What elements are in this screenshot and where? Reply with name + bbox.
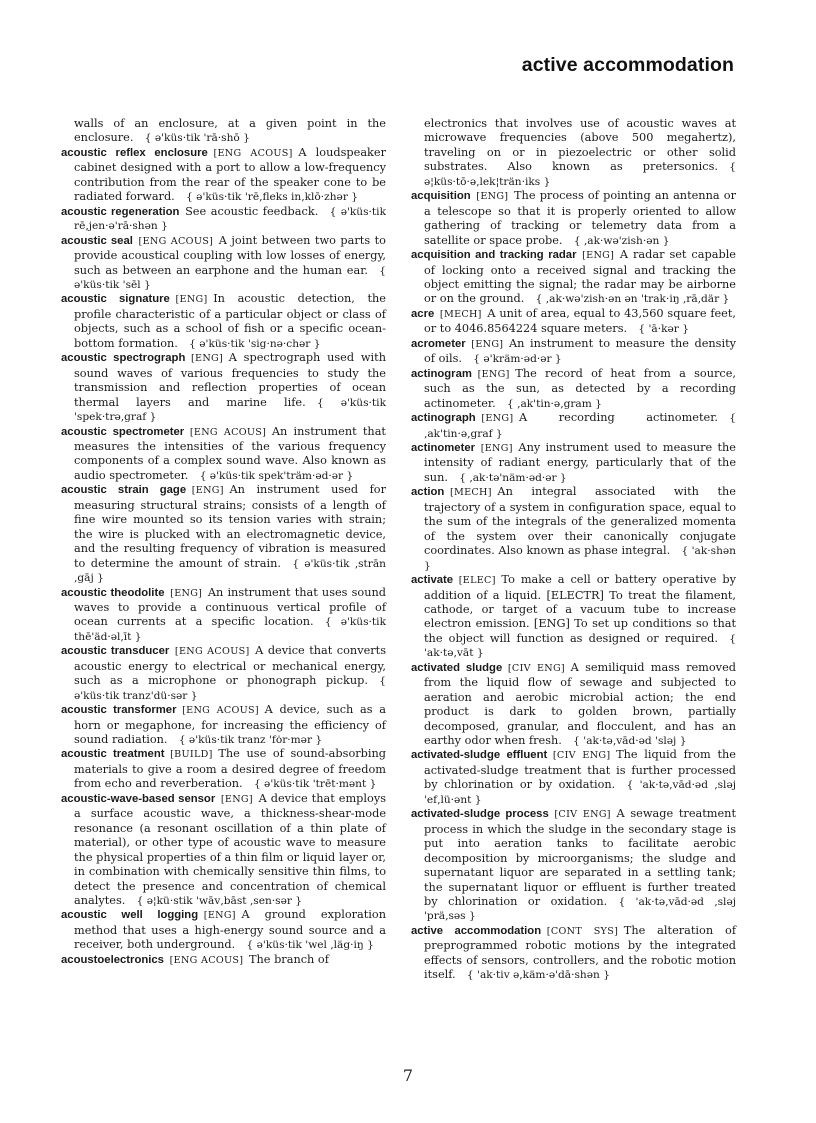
entry-term: activated-sludge effluent bbox=[411, 749, 548, 762]
subject-label: [ENG] bbox=[220, 793, 253, 805]
entry-term: acoustic treatment bbox=[61, 748, 165, 761]
page-number: 7 bbox=[402, 1066, 414, 1085]
entry-term: acoustic reflex enclosure bbox=[61, 146, 208, 159]
definition-text: An integral associated with the trajectory of a system in configuration space, equal to the sum of the integrals of the generalized momenta of the system over their canonically conjugate coordinates. Also known as phase integral. bbox=[424, 485, 736, 558]
dictionary-entry bbox=[411, 307, 736, 337]
pronunciation: { ə'küs·tik 'trēt·mənt } bbox=[253, 778, 377, 791]
subject-label: [ENG] bbox=[191, 353, 224, 365]
pronunciation: { ə'küs·tik ‚strān ‚gāj } bbox=[74, 557, 386, 585]
entry-term: activate bbox=[411, 574, 454, 587]
dictionary-entry bbox=[61, 483, 386, 585]
subject-label: [ENG] bbox=[170, 587, 203, 599]
subject-label: [ENG] bbox=[476, 191, 509, 203]
entry-term: actinograph bbox=[411, 412, 476, 425]
definition-text: A ground exploration method that uses a high-energy sound source and a receiver, both underground. bbox=[74, 908, 386, 952]
dictionary-entry bbox=[61, 747, 386, 791]
entry-term: activated sludge bbox=[411, 661, 503, 674]
pronunciation: { ə'kräm·əd·ər } bbox=[473, 353, 562, 366]
definition-text: A joint between two parts to provide acoustical coupling with low losses of energy, such as between an earphone and the human ear. bbox=[74, 233, 386, 277]
pronunciation: { ə¦kü·stik 'wāv‚bāst ‚sen·sər } bbox=[136, 895, 303, 908]
entry-term: actinometer bbox=[411, 441, 476, 454]
dictionary-entry bbox=[411, 411, 736, 441]
subject-label: [MECH] bbox=[449, 487, 492, 499]
definition-text: A recording actinometer. bbox=[519, 411, 718, 425]
pronunciation: { ‚ak·wə'zish·ən } bbox=[573, 234, 670, 247]
pronunciation: { ə'küs·tik 'wel ‚läg·iŋ } bbox=[246, 939, 374, 952]
definition-text: A device, such as a horn or megaphone, for increasing the efficiency of sound radiation. bbox=[74, 703, 386, 747]
entry-term: acre bbox=[411, 307, 435, 320]
pronunciation: { ə'küs·tik rē‚jen·ə'rā·shən } bbox=[74, 205, 386, 233]
dictionary-entry bbox=[411, 117, 736, 189]
subject-label: [ENG ACOUS] bbox=[174, 646, 250, 658]
dictionary-entry bbox=[61, 953, 386, 968]
definition-text: A device that employs a surface acoustic wave, a thickness-shear-mode resonance (a resonant oscillation of a thin plate of material), or other type of acoustic wave to measure the physical properties of a thin film or liquid layer or, in combination with chemically sensitive thin films, to detect the presence and concentration of chemical analytes. bbox=[74, 791, 386, 908]
dictionary-entry bbox=[411, 441, 736, 485]
dictionary-entry bbox=[411, 748, 736, 807]
subject-label: [ENG] bbox=[175, 294, 208, 306]
entry-term: acoustoelectronics bbox=[61, 953, 164, 966]
dictionary-entry bbox=[61, 908, 386, 952]
pronunciation: { ə'küs·tik tranz 'fȯr·mər } bbox=[178, 734, 323, 747]
subject-label: [ENG] bbox=[477, 368, 510, 380]
dictionary-entry bbox=[411, 337, 736, 367]
pronunciation: { 'ak·tə‚vād·əd 'sləj } bbox=[573, 735, 687, 748]
definition-text: A sewage treatment process in which the sludge in the secondary stage is put into aeration tanks to facilitate aerobic decomposition by microorganisms; the sludge and supernatant liquor are separated in a settling tank; the supernatant liquor or effluent is further treated by chlorination or oxidation. bbox=[424, 807, 736, 909]
definition-text: The alteration of preprogrammed robotic motions by the integrated effects of sensors, controllers, and the robotic motion itself. bbox=[424, 923, 737, 982]
definition-text: An instrument that measures the intensities of the various frequency components of a complex sound wave. Also known as audio spectrometer. bbox=[74, 424, 386, 482]
pronunciation: { ‚ak·tə'näm·əd·ər } bbox=[459, 471, 567, 484]
pronunciation: { 'ak·tiv ə‚käm·ə'dā·shən } bbox=[466, 969, 610, 982]
pronunciation: { ə'küs·tik 'spek·trə‚graf } bbox=[74, 396, 386, 424]
pronunciation: { 'ak·tə‚vād·əd ‚sləj 'prä‚səs } bbox=[424, 896, 736, 923]
entry-term: acquisition bbox=[411, 190, 471, 203]
definition-text: Any instrument used to measure the intensity of radiant energy, particularly that of the sun. bbox=[424, 440, 736, 484]
definition-text: walls of an enclosure, at a given point in the enclosure. bbox=[74, 117, 386, 145]
entry-term: action bbox=[411, 486, 445, 499]
entry-term: acoustic transducer bbox=[61, 645, 170, 658]
entry-term: acoustic strain gage bbox=[61, 484, 187, 497]
dictionary-entry bbox=[61, 425, 386, 484]
subject-label: [ENG ACOUS] bbox=[189, 426, 267, 438]
dictionary-entry bbox=[61, 644, 386, 703]
subject-label: [ELEC] bbox=[458, 575, 496, 587]
dictionary-entry bbox=[411, 661, 736, 749]
definition-text: The branch of bbox=[248, 952, 329, 966]
pronunciation: { ə'küs·tik tranz'dü·sər } bbox=[74, 675, 386, 702]
pronunciation: { ə'küs·tik 'rā·shō } bbox=[144, 132, 250, 145]
definition-text: The use of sound-absorbing materials to give a room a desired degree of freedom from echo and reverberation. bbox=[74, 747, 386, 791]
dictionary-entry bbox=[411, 189, 736, 248]
pronunciation: { ‚ak'tin·ə‚gram } bbox=[506, 397, 602, 410]
definition-text: electronics that involves use of acoustic waves at microwave frequencies (above 500 megahertz), traveling on or in piezoelectric or other solid substrates. Also known as pretersonics. bbox=[424, 117, 736, 174]
entry-term: acrometer bbox=[411, 337, 466, 350]
pronunciation: { 'ak·tə‚vāt } bbox=[424, 632, 736, 660]
definition-text: See acoustic feedback. bbox=[185, 204, 319, 218]
subject-label: [ENG ACOUS] bbox=[213, 147, 293, 159]
subject-label: [BUILD] bbox=[170, 749, 213, 761]
definition-text: An instrument to measure the density of oils. bbox=[424, 336, 736, 366]
dictionary-entry bbox=[61, 146, 386, 205]
subject-label: [ENG] bbox=[582, 250, 615, 262]
dictionary-entry bbox=[411, 367, 736, 411]
subject-label: [ENG] bbox=[480, 442, 513, 454]
entry-term: activated-sludge process bbox=[411, 808, 549, 821]
left-column bbox=[61, 117, 386, 968]
dictionary-entry bbox=[61, 351, 386, 424]
pronunciation: { ə'küs·tik 'sig·nə·chər } bbox=[189, 337, 321, 350]
dictionary-entry bbox=[411, 485, 736, 573]
running-head: active accommodation bbox=[521, 54, 734, 76]
entry-term: acoustic spectrograph bbox=[61, 352, 186, 365]
subject-label: [CIV ENG] bbox=[552, 750, 611, 762]
pronunciation: { ə'küs·tik 'sēl } bbox=[74, 264, 386, 291]
dictionary-entry bbox=[61, 205, 386, 234]
entry-term: active accommodation bbox=[411, 924, 542, 937]
entry-term: actinogram bbox=[411, 367, 472, 380]
definition-text: A radar set capable of locking onto a received signal and tracking the object emitting the signal; the radar may be airborne or on the ground. bbox=[424, 248, 736, 306]
entry-term: acoustic-wave-based sensor bbox=[61, 792, 216, 805]
subject-label: [ENG] bbox=[203, 910, 236, 922]
pronunciation: { ə'küs·tik 'rē‚fleks in‚klō·zhər } bbox=[186, 191, 358, 204]
subject-label: [CONT SYS] bbox=[546, 925, 619, 937]
entry-term: acoustic regeneration bbox=[61, 205, 180, 218]
entry-term: acoustic spectrometer bbox=[61, 425, 185, 438]
dictionary-entry bbox=[61, 703, 386, 747]
dictionary-entry bbox=[61, 792, 386, 909]
definition-text: A unit of area, equal to 43,560 square feet, or to 4046.8564224 square meters. bbox=[424, 306, 736, 336]
pronunciation: { ə'küs·tik spek'träm·əd·ər } bbox=[199, 469, 354, 482]
definition-text: An instrument used for measuring structural strains; consists of a length of fine wire mounted so its tension varies with strain; the wire is plucked with an electromagnetic device, and the resulting frequency of vibration is measured to determine the amount of strain. bbox=[74, 483, 386, 570]
dictionary-entry bbox=[61, 586, 386, 645]
subject-label: [CIV ENG] bbox=[507, 662, 565, 674]
definition-text: A semiliquid mass removed from the liquid flow of sewage and subjected to aeration and aerobic microbial action; the end product is dark to golden brown, partially decomposed, granular, and flocculent, and has an earthy odor when fresh. bbox=[424, 660, 736, 748]
pronunciation: { 'ak·shən } bbox=[424, 545, 736, 572]
subject-label: [CIV ENG] bbox=[554, 809, 611, 821]
pronunciation: { 'ā·kər } bbox=[638, 323, 689, 336]
definition-text: The record of heat from a source, such as the sun, as detected by a recording actinometer. bbox=[424, 366, 736, 410]
pronunciation: { ‚ak'tin·ə‚graf } bbox=[424, 412, 736, 440]
dictionary-entry bbox=[411, 924, 736, 983]
definition-text: A device that converts acoustic energy to electrical or mechanical energy, such as a microphone or phonograph pickup. bbox=[74, 644, 387, 688]
pronunciation: { ə'küs·tik thē'äd·əl‚īt } bbox=[74, 616, 386, 643]
dictionary-entry bbox=[411, 573, 736, 661]
subject-label: [ENG ACOUS] bbox=[182, 705, 259, 717]
subject-label: [MECH] bbox=[439, 308, 482, 320]
definition-text: In acoustic detection, the profile characteristic of a particular object or class of objects, such as a school of fish or a specific ocean-bottom formation. bbox=[74, 292, 386, 350]
subject-label: [ENG ACOUS] bbox=[138, 235, 214, 247]
entry-term: acoustic signature bbox=[61, 293, 170, 306]
dictionary-entry bbox=[61, 234, 386, 293]
subject-label: [ENG] bbox=[481, 413, 514, 425]
entry-term: acoustic theodolite bbox=[61, 586, 165, 599]
definition-text: A loudspeaker cabinet designed with a port to allow a low-frequency contribution from the rear of the speaker cone to be radiated forward. bbox=[74, 145, 386, 204]
subject-label: [ENG ACOUS] bbox=[169, 954, 244, 966]
dictionary-entry bbox=[61, 117, 386, 146]
pronunciation: { 'ak·tə‚vād·əd ‚sləj 'ef‚lü·ənt } bbox=[424, 779, 737, 806]
definition-text: An instrument that uses sound waves to provide a continuous vertical profile of ocean currents at a specific location. bbox=[74, 585, 386, 629]
entry-term: acoustic transformer bbox=[61, 704, 177, 717]
dictionary-entry bbox=[411, 248, 736, 307]
entry-term: acoustic well logging bbox=[61, 909, 199, 922]
pronunciation: { ə¦küs·tō·ə‚lek¦trän·iks } bbox=[424, 161, 736, 188]
right-column bbox=[411, 117, 736, 983]
dictionary-entry bbox=[411, 807, 736, 924]
entry-term: acoustic seal bbox=[61, 234, 133, 247]
definition-text: The liquid from the activated-sludge treatment that is further processed by chlorination or by oxidation. bbox=[424, 748, 736, 792]
definition-text: The process of pointing an antenna or a telescope so that it is properly oriented to allow gathering of tracking or telemetry data from a satellite or space probe. bbox=[424, 189, 736, 247]
subject-label: [ENG] bbox=[191, 485, 224, 497]
definition-text: To make a cell or battery operative by addition of a liquid. [ELECTR] To treat the filament, cathode, or target of a vacuum tube to increase electron emission. [ENG] To set up conditions so that the object will function as designed or required. bbox=[424, 573, 736, 645]
entry-term: acquisition and tracking radar bbox=[411, 249, 577, 262]
subject-label: [ENG] bbox=[471, 338, 504, 350]
definition-text: A spectrograph used with sound waves of various frequencies to study the transmission and reflection properties of ocean thermal layers and marine life. bbox=[74, 351, 386, 409]
dictionary-entry bbox=[61, 292, 386, 351]
pronunciation: { ‚ak·wə'zish·ən ən 'trak·iŋ ‚rā‚där } bbox=[535, 293, 730, 306]
